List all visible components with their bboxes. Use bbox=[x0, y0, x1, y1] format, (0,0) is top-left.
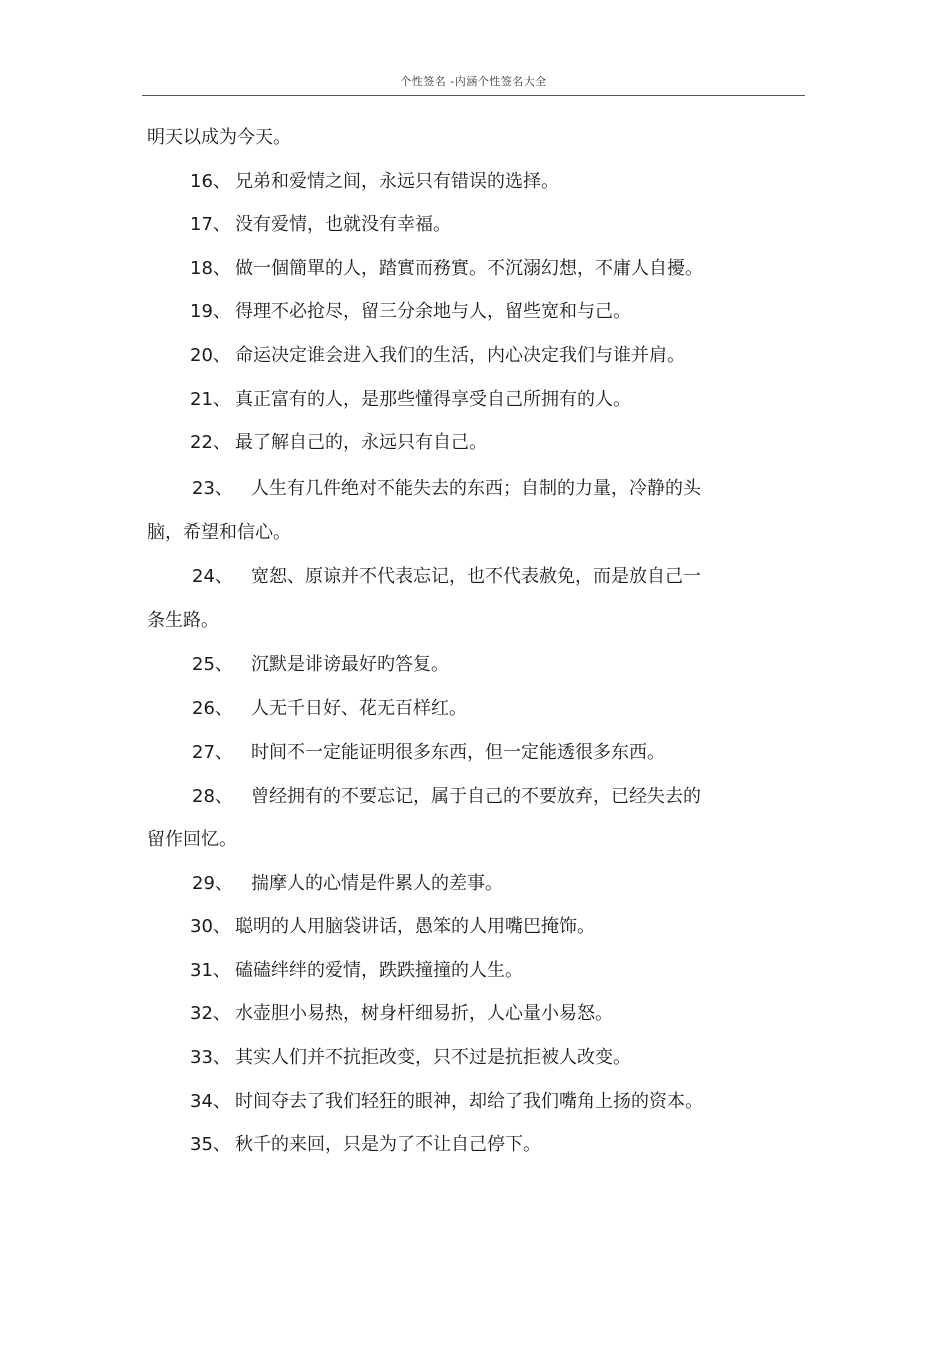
item-continuation: 条生路。 bbox=[147, 610, 219, 631]
list-item bbox=[192, 873, 503, 895]
item-text: 得理不必抢尽，留三分余地与人，留些宽和与己。 bbox=[235, 301, 631, 322]
item-text: 揣摩人的心情是件累人的差事。 bbox=[251, 873, 503, 894]
item-number: 17、 bbox=[190, 214, 231, 235]
item-number: 25、 bbox=[192, 654, 233, 675]
list-item bbox=[192, 654, 449, 676]
page-header: 个性签名 -内涵个性签名大全 bbox=[400, 75, 547, 88]
item-text: 兄弟和爱情之间，永远只有错误的选择。 bbox=[235, 171, 559, 192]
list-item bbox=[190, 1047, 631, 1069]
item-number: 34、 bbox=[190, 1091, 231, 1112]
item-number: 30、 bbox=[190, 916, 231, 937]
item-number: 16、 bbox=[190, 171, 231, 192]
item-text: 时间不一定能证明很多东西，但一定能透很多东西。 bbox=[251, 742, 665, 763]
list-item bbox=[190, 345, 685, 367]
header-divider bbox=[142, 95, 805, 96]
item-number: 31、 bbox=[190, 960, 231, 981]
list-item bbox=[190, 432, 487, 454]
item-text: 沉默是诽谤最好旳答复。 bbox=[251, 654, 449, 675]
item-text: 没有爱情，也就没有幸福。 bbox=[235, 214, 451, 235]
item-text: 其实人们并不抗拒改变，只不过是抗拒被人改变。 bbox=[235, 1047, 631, 1068]
item-continuation: 脑，希望和信心。 bbox=[147, 522, 291, 543]
item-text: 人生有几件绝对不能失去的东西；自制的力量，冷静的头 bbox=[251, 478, 701, 499]
list-item bbox=[190, 1091, 703, 1113]
item-number: 24、 bbox=[192, 566, 233, 587]
list-item bbox=[190, 214, 451, 236]
item-number: 29、 bbox=[192, 873, 233, 894]
item-text: 命运决定谁会进入我们的生活，内心决定我们与谁并肩。 bbox=[235, 345, 685, 366]
item-text: 曾经拥有的不要忘记，属于自己的不要放弃，已经失去的 bbox=[251, 786, 701, 807]
list-item bbox=[190, 1134, 541, 1156]
list-item bbox=[192, 566, 701, 588]
item-number: 21、 bbox=[190, 389, 231, 410]
list-item bbox=[190, 1003, 613, 1025]
item-number: 28、 bbox=[192, 786, 233, 807]
item-text: 秋千的来回，只是为了不让自己停下。 bbox=[235, 1134, 541, 1155]
list-item bbox=[190, 171, 559, 193]
item-number: 32、 bbox=[190, 1003, 231, 1024]
item-number: 20、 bbox=[190, 345, 231, 366]
item-number: 27、 bbox=[192, 742, 233, 763]
item-text: 时间夺去了我们轻狂的眼神，却给了我们嘴角上扬的资本。 bbox=[235, 1091, 703, 1112]
list-item bbox=[190, 960, 523, 982]
item-text: 宽恕、原谅并不代表忘记，也不代表赦免，而是放自己一 bbox=[251, 566, 701, 587]
item-number: 26、 bbox=[192, 698, 233, 719]
item-text: 人无千日好、花无百样红。 bbox=[251, 698, 467, 719]
item-text: 水壶胆小易热，树身杆细易折，人心量小易怒。 bbox=[235, 1003, 613, 1024]
item-text: 真正富有的人，是那些懂得享受自己所拥有的人。 bbox=[235, 389, 631, 410]
item-continuation: 留作回忆。 bbox=[147, 829, 237, 850]
item-text: 聪明的人用脑袋讲话，愚笨的人用嘴巴掩饰。 bbox=[235, 916, 595, 937]
item-number: 19、 bbox=[190, 301, 231, 322]
list-item bbox=[190, 916, 595, 938]
continuation-line: 明天以成为今天。 bbox=[147, 127, 291, 148]
item-number: 33、 bbox=[190, 1047, 231, 1068]
list-item bbox=[190, 258, 703, 280]
list-item bbox=[190, 301, 631, 323]
list-item bbox=[192, 698, 467, 720]
list-item bbox=[192, 742, 665, 764]
item-text: 最了解自己的，永远只有自己。 bbox=[235, 432, 487, 453]
item-number: 22、 bbox=[190, 432, 231, 453]
item-text: 做一個簡單的人，踏實而務實。不沉溺幻想，不庸人自擾。 bbox=[235, 258, 703, 279]
list-item bbox=[192, 478, 701, 500]
item-text: 磕磕绊绊的爱情，跌跌撞撞的人生。 bbox=[235, 960, 523, 981]
list-item bbox=[190, 389, 631, 411]
item-number: 35、 bbox=[190, 1134, 231, 1155]
item-number: 23、 bbox=[192, 478, 233, 499]
item-number: 18、 bbox=[190, 258, 231, 279]
list-item bbox=[192, 786, 701, 808]
